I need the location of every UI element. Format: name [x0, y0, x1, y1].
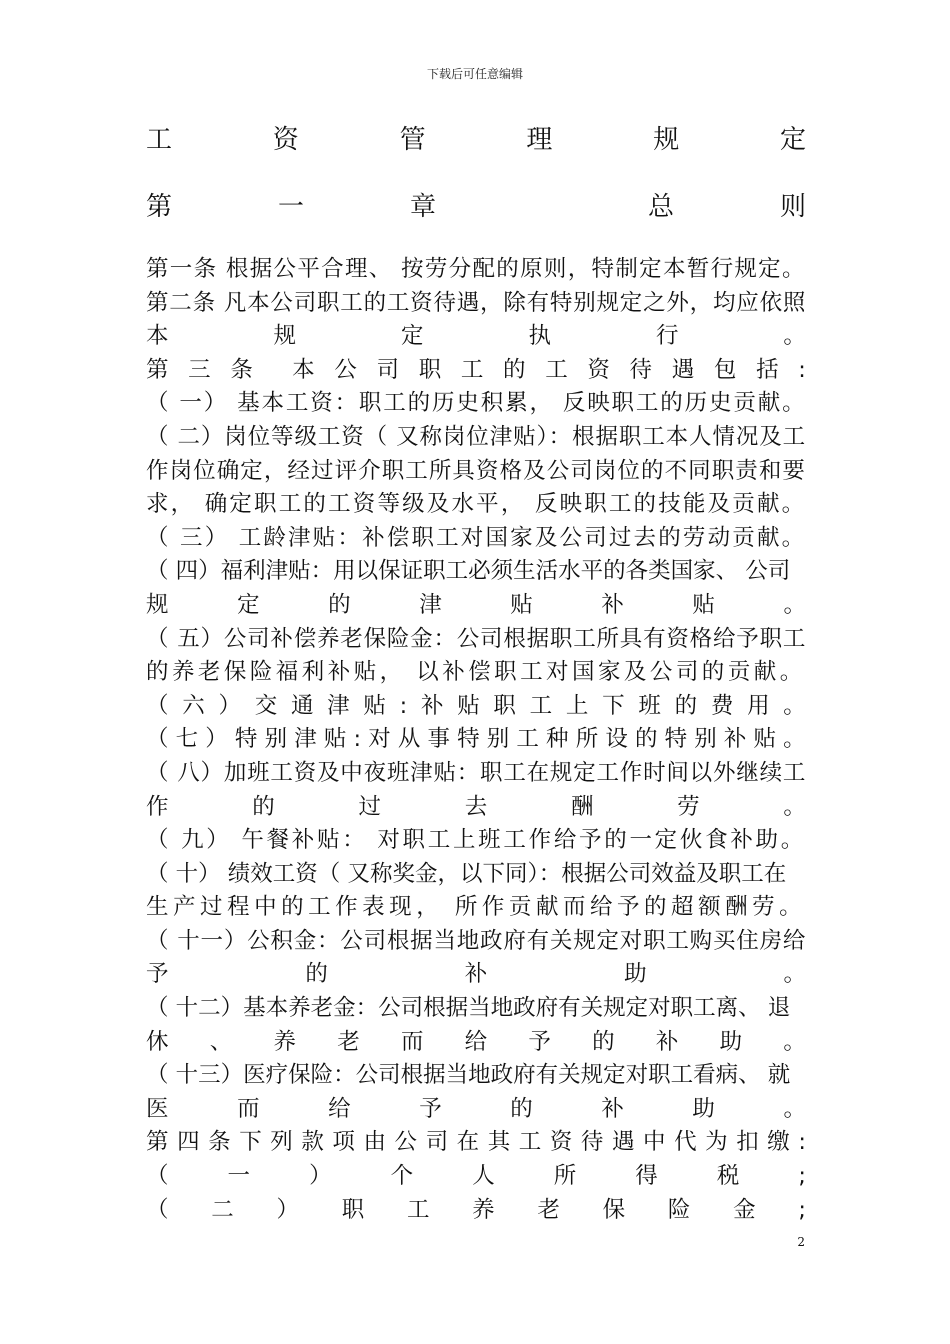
paragraph-line — [146, 589, 806, 623]
line-char: 设 — [605, 726, 628, 753]
line-char: 公 — [334, 356, 357, 383]
line-char: 司 — [425, 1129, 449, 1156]
paragraph-line — [146, 354, 806, 388]
line-char: 的 — [503, 356, 526, 383]
line-char: 过 — [358, 793, 381, 820]
line-char: 老 — [337, 1028, 360, 1055]
line-char: 而 — [237, 1095, 260, 1122]
line-char: ） — [218, 692, 241, 719]
document-title — [146, 119, 806, 156]
line-char: 规 — [273, 323, 296, 350]
line-char: 六 — [182, 692, 205, 719]
line-char: 规 — [146, 591, 169, 618]
line-char: 用 — [747, 692, 770, 719]
line-char: 老 — [537, 1196, 560, 1223]
paragraph-line — [146, 958, 806, 992]
line-char: 事 — [427, 726, 450, 753]
title-char: 理 — [526, 125, 553, 155]
line-char: 贴 — [753, 726, 777, 753]
line-char: 。 — [783, 1028, 806, 1055]
line-char: （ — [146, 726, 169, 753]
line-char: 特 — [457, 726, 480, 753]
line-char: 第 — [146, 1129, 169, 1156]
line-char: : — [399, 692, 408, 719]
line-char: 对 — [368, 726, 391, 753]
paragraph-line — [146, 1160, 806, 1194]
line-char: 特 — [664, 726, 688, 753]
line-char: 贴 — [692, 591, 715, 618]
line-char: 扣 — [736, 1129, 759, 1156]
line-char: 金 — [733, 1196, 756, 1223]
paragraph-line — [146, 1026, 806, 1060]
line-char: 别 — [486, 726, 510, 753]
line-char: 工 — [545, 356, 568, 383]
paragraph-line: （ 十一）公积金：公司根据当地政府有关规定对职工购买住房给 — [146, 927, 806, 954]
line-char: 个 — [390, 1163, 414, 1190]
line-char: 的 — [674, 692, 698, 719]
paragraph-line: （ 十二）基本养老金：公司根据当地政府有关规定对职工离、 退 — [146, 995, 791, 1022]
line-char: 补 — [601, 591, 624, 618]
line-char: 税 — [716, 1163, 740, 1190]
line-char: 补 — [723, 726, 747, 753]
line-char: 种 — [546, 726, 569, 753]
line-char: 括 — [756, 356, 779, 383]
title-char: 定 — [779, 125, 806, 155]
line-char: 医 — [146, 1095, 169, 1122]
line-char: 津 — [419, 591, 442, 618]
line-char: 二 — [211, 1196, 234, 1223]
line-char: 中 — [643, 1129, 666, 1156]
line-char: （ — [146, 692, 169, 719]
line-char: ） — [205, 726, 228, 753]
line-char: 而 — [400, 1028, 424, 1055]
line-char: 养 — [273, 1028, 296, 1055]
line-char: ） — [309, 1163, 332, 1190]
line-char: 助 — [692, 1095, 715, 1122]
line-char: 遇 — [611, 1129, 635, 1156]
line-char: 的 — [305, 961, 328, 988]
line-char: 津 — [327, 692, 350, 719]
line-char: 待 — [580, 1129, 604, 1156]
line-char: 的 — [328, 591, 351, 618]
paragraph-line: （ 十三）医疗保险：公司根据当地政府有关规定对职工看病、 就 — [146, 1062, 791, 1089]
paragraph-line: 第二条 凡本公司职工的工资待遇，除有特别规定之外，均应依照 — [146, 289, 806, 316]
line-char: 代 — [674, 1129, 697, 1156]
line-char: 缴 — [767, 1129, 790, 1156]
line-char: 本 — [292, 356, 315, 383]
line-char: 贴 — [363, 692, 386, 719]
line-char: ; — [798, 1196, 806, 1223]
line-char: 资 — [587, 356, 610, 383]
line-char: 补 — [655, 1028, 679, 1055]
line-char: 项 — [332, 1129, 355, 1156]
line-char: 下 — [602, 692, 625, 719]
line-char: 的 — [634, 726, 658, 753]
line-char: 酬 — [570, 793, 594, 820]
line-char: 四 — [177, 1129, 200, 1156]
line-char: 工 — [406, 1196, 430, 1223]
line-char: 工 — [516, 726, 539, 753]
line-char: 条 — [208, 1129, 231, 1156]
paragraph-line: （ 九） 午餐补贴： 对职工上班工作给予的一定伙食补助。 — [146, 827, 806, 854]
line-char: 。 — [783, 323, 806, 350]
paragraph-line: 的养老保险福利补贴， 以补偿职工对国家及公司的贡献。 — [146, 659, 806, 686]
line-char: 劳 — [677, 793, 700, 820]
line-char: 保 — [602, 1196, 626, 1223]
line-char: 在 — [456, 1129, 480, 1156]
line-char: ） — [276, 1196, 299, 1223]
line-char: 助 — [719, 1028, 743, 1055]
line-char: 费 — [710, 692, 734, 719]
chapter-char: 第 — [146, 192, 173, 222]
line-char: 养 — [472, 1196, 495, 1223]
title-char: 资 — [272, 125, 299, 155]
line-char: 。 — [783, 1095, 806, 1122]
chapter-heading — [146, 186, 806, 223]
line-char: 补 — [601, 1095, 624, 1122]
line-char: 。 — [783, 793, 806, 820]
line-char: （ — [146, 1163, 169, 1190]
paragraph-line: （ 二）岗位等级工资（ 又称岗位津贴）：根据职工本人情况及工 — [146, 423, 806, 450]
line-char: 的 — [510, 1095, 533, 1122]
paragraph-line: （ 五）公司补偿养老保险金：公司根据职工所具有资格给予职工 — [146, 625, 806, 652]
line-char: 本 — [146, 323, 169, 350]
paragraph-line — [146, 320, 806, 354]
line-char: 从 — [397, 726, 421, 753]
line-char: （ — [146, 1196, 169, 1223]
line-char: 职 — [418, 356, 442, 383]
document-body — [146, 253, 806, 1227]
line-char: 补 — [420, 692, 444, 719]
paragraph-line: 求， 确定职工的工资等级及水平， 反映职工的技能及贡献。 — [146, 491, 806, 518]
line-char: 休 — [146, 1028, 169, 1055]
line-char: 第 — [146, 356, 169, 383]
line-char: ; — [798, 1163, 806, 1190]
line-char: 补 — [464, 961, 488, 988]
line-char: 三 — [188, 356, 211, 383]
line-char: 。 — [783, 692, 806, 719]
line-char: 贴 — [510, 591, 533, 618]
line-char: 。 — [783, 591, 806, 618]
line-char: 助 — [624, 961, 647, 988]
line-char: 由 — [363, 1129, 386, 1156]
line-char: 、 — [209, 1028, 233, 1055]
paragraph-line: （ 四）福利津贴：用以保证职工必须生活水平的各类国家、 公司 — [146, 558, 791, 585]
paragraph-line: 生产过程中的工作表现， 所作贡献而给予的超额酬劳。 — [146, 894, 806, 921]
paragraph-line — [146, 1126, 806, 1160]
line-char: 作 — [146, 793, 169, 820]
chapter-char: 则 — [779, 192, 806, 222]
line-char: 得 — [635, 1163, 658, 1190]
line-char: 工 — [460, 356, 484, 383]
line-char: 的 — [592, 1028, 615, 1055]
chapter-char: 总 — [647, 192, 674, 222]
title-char: 工 — [146, 125, 173, 155]
line-char: 条 — [230, 356, 253, 383]
line-char: 予 — [146, 961, 169, 988]
line-char: 定 — [400, 323, 424, 350]
line-char: 班 — [638, 692, 661, 719]
paragraph-line: （ 三） 工龄津贴：补偿职工对国家及公司过去的劳动贡献。 — [146, 524, 806, 551]
line-char: 予 — [528, 1028, 551, 1055]
paragraph-line: （ 十） 绩效工资（ 又称奖金，以下同）：根据公司效益及职工在 — [146, 860, 787, 887]
chapter-char: 章 — [410, 192, 437, 222]
line-char: 职 — [493, 692, 516, 719]
line-char: 贴 — [457, 692, 480, 719]
line-char: 特 — [234, 726, 258, 753]
paragraph-line: （ 一） 基本工资：职工的历史积累， 反映职工的历史贡献。 — [146, 390, 806, 417]
paragraph-line — [146, 1093, 806, 1127]
page-header: 下载后可任意编辑 — [426, 67, 523, 81]
line-char: 定 — [237, 591, 260, 618]
line-char: 所 — [575, 726, 599, 753]
line-char: 的 — [252, 793, 275, 820]
line-char: 工 — [518, 1129, 542, 1156]
line-char: 别 — [694, 726, 717, 753]
paragraph-line — [146, 791, 806, 825]
line-char: 贴 — [323, 726, 347, 753]
line-char: 下 — [239, 1129, 262, 1156]
line-char: 别 — [264, 726, 288, 753]
line-char: 包 — [713, 356, 737, 383]
line-char: 。 — [783, 961, 806, 988]
line-char: : — [353, 726, 362, 753]
line-char: 去 — [464, 793, 488, 820]
line-char: 通 — [290, 692, 314, 719]
line-char: 人 — [472, 1163, 495, 1190]
line-char: 公 — [394, 1129, 418, 1156]
line-char: 七 — [175, 726, 199, 753]
line-char: 予 — [419, 1095, 442, 1122]
line-char: 款 — [301, 1129, 324, 1156]
paragraph-line — [146, 690, 806, 724]
line-char: 行 — [655, 323, 679, 350]
paragraph-line: 第一条 根据公平合理、 按劳分配的原则，特制定本暂行规定。 — [146, 256, 806, 282]
line-char: 职 — [341, 1196, 365, 1223]
line-char: 。 — [783, 726, 806, 753]
line-char: 其 — [487, 1129, 511, 1156]
paragraph-line: 作岗位确定，经过评介职工所具资格及公司岗位的不同职责和要 — [146, 457, 806, 484]
line-char: 所 — [553, 1163, 577, 1190]
line-char: 险 — [667, 1196, 691, 1223]
paragraph-line — [146, 723, 806, 757]
line-char: 工 — [529, 692, 553, 719]
line-char: 司 — [376, 356, 400, 383]
line-char: 上 — [565, 692, 589, 719]
paragraph-line — [146, 1194, 806, 1228]
line-char: : — [798, 1129, 806, 1156]
line-char: 交 — [254, 692, 278, 719]
line-char: 执 — [528, 323, 551, 350]
line-char: 一 — [227, 1163, 251, 1190]
line-char: 列 — [270, 1129, 293, 1156]
page-number: 2 — [797, 1235, 805, 1249]
line-char: 为 — [705, 1129, 728, 1156]
line-char: 资 — [549, 1129, 573, 1156]
chapter-char: 一 — [278, 192, 305, 222]
title-char: 管 — [399, 125, 426, 155]
line-char: 给 — [464, 1028, 488, 1055]
title-char: 规 — [653, 125, 680, 155]
line-char: 待 — [629, 356, 653, 383]
line-char: 遇 — [671, 356, 695, 383]
line-char: 给 — [328, 1095, 351, 1122]
line-char: 津 — [294, 726, 317, 753]
line-char: : — [798, 356, 806, 383]
paragraph-line: （ 八）加班工资及中夜班津贴：职工在规定工作时间以外继续工 — [146, 759, 806, 786]
